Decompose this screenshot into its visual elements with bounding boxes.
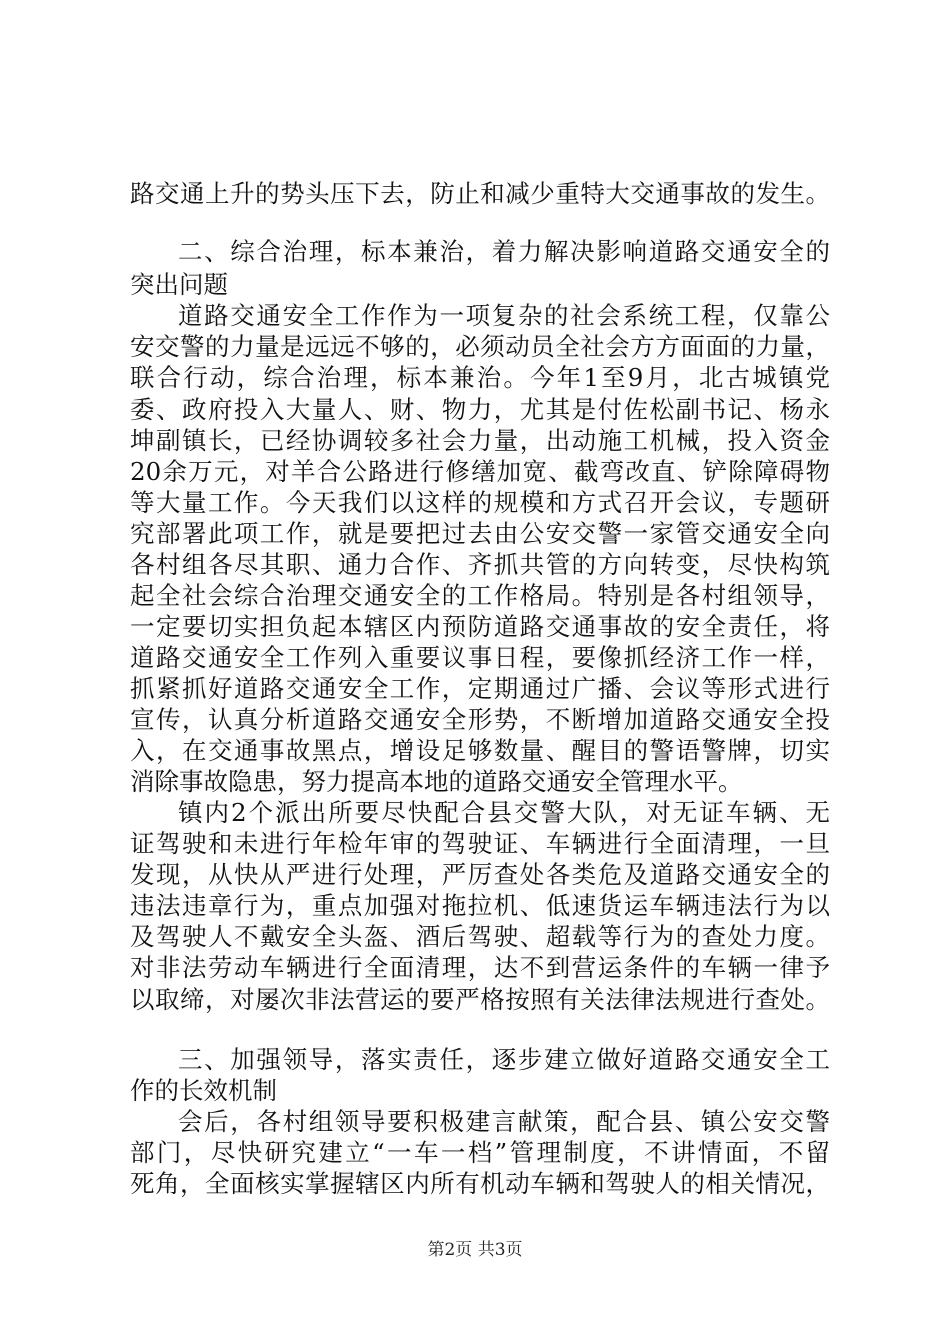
section-heading: 突出问题: [130, 270, 228, 299]
body-text-line: 道路交通安全工作作为一项复杂的社会系统工程，仅靠公: [178, 301, 830, 330]
body-text-line: 镇内2个派出所要尽快配合县交警大队，对无证车辆、无: [178, 798, 830, 827]
body-text-line: 安交警的力量是远远不够的，必须动员全社会方方面面的力量，: [130, 332, 830, 361]
body-text-line: 联合行动，综合治理，标本兼治。今年1至9月，北古城镇党: [130, 363, 830, 392]
body-text-line: 消除事故隐患，努力提高本地的道路交通安全管理水平。: [130, 767, 743, 796]
section-heading: 二、综合治理，标本兼治，着力解决影响道路交通安全的: [178, 237, 830, 266]
body-text-line: 各村组各尽其职、通力合作、齐抓共管的方向转变，尽快构筑: [130, 550, 830, 579]
body-text-line: 发现，从快从严进行处理，严厉查处各类危及道路交通安全的: [130, 860, 830, 889]
body-text-line: 等大量工作。今天我们以这样的规模和方式召开会议，专题研: [130, 488, 830, 517]
body-text-line: 以取缔，对屡次非法营运的要严格按照有关法律法规进行查处。: [130, 985, 830, 1014]
body-text-line: 路交通上升的势头压下去，防止和减少重特大交通事故的发生。: [130, 179, 830, 208]
section-heading: 作的长效机制: [130, 1076, 277, 1105]
body-text-line: 20余万元，对羊合公路进行修缮加宽、截弯改直、铲除障碍物: [130, 457, 830, 486]
body-text-line: 死角，全面核实掌握辖区内所有机动车辆和驾驶人的相关情况，: [130, 1169, 830, 1198]
body-text-line: 起全社会综合治理交通安全的工作格局。特别是各村组领导，: [130, 581, 830, 610]
body-text-line: 对非法劳动车辆进行全面清理，达不到营运条件的车辆一律予: [130, 953, 830, 982]
body-text-line: 委、政府投入大量人、财、物力，尤其是付佐松副书记、杨永: [130, 395, 830, 424]
body-text-line: 入，在交通事故黑点，增设足够数量、醒目的警语警牌，切实: [130, 736, 830, 765]
body-text-line: 宣传，认真分析道路交通安全形势，不断增加道路交通安全投: [130, 705, 830, 734]
body-text-line: 一定要切实担负起本辖区内预防道路交通事故的安全责任，将: [130, 612, 830, 641]
body-text-line: 道路交通安全工作列入重要议事日程，要像抓经济工作一样，: [130, 643, 830, 672]
body-text-line: 违法违章行为，重点加强对拖拉机、低速货运车辆违法行为以: [130, 891, 830, 920]
page-number-footer: 第2页 共3页: [427, 1240, 523, 1260]
body-text-line: 及驾驶人不戴安全头盔、酒后驾驶、超载等行为的查处力度。: [130, 922, 830, 951]
body-text-line: 部门，尽快研究建立“一车一档”管理制度，不讲情面，不留: [130, 1138, 830, 1167]
body-text-line: 证驾驶和未进行年检年审的驾驶证、车辆进行全面清理，一旦: [130, 829, 830, 858]
body-text-line: 坤副镇长，已经协调较多社会力量，出动施工机械，投入资金: [130, 426, 830, 455]
body-text-line: 抓紧抓好道路交通安全工作，定期通过广播、会议等形式进行: [130, 674, 830, 703]
section-heading: 三、加强领导，落实责任，逐步建立做好道路交通安全工: [178, 1045, 830, 1074]
body-text-line: 会后，各村组领导要积极建言献策，配合县、镇公安交警: [178, 1107, 830, 1136]
body-text-line: 究部署此项工作，就是要把过去由公安交警一家管交通安全向: [130, 519, 830, 548]
